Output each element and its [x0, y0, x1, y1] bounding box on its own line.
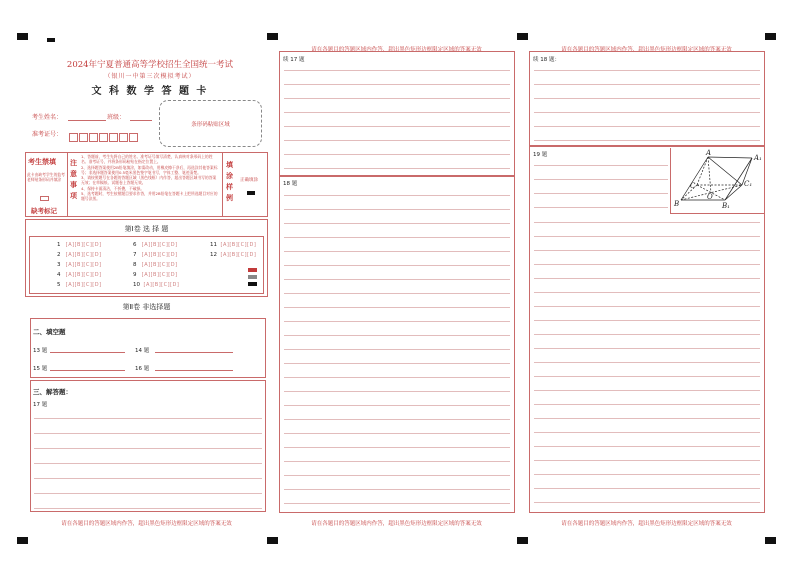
prism-figure: [670, 148, 764, 214]
sample-label: 填涂样例: [226, 161, 233, 202]
choice-option[interactable]: [A][B][C][D]: [220, 252, 257, 258]
answer-rule[interactable]: [34, 478, 262, 479]
section2-title: 第Ⅱ卷 非选择题: [122, 303, 171, 311]
correct-label: 正确填涂: [240, 178, 258, 183]
answer-rule[interactable]: [34, 418, 262, 419]
answer-rule[interactable]: [34, 493, 262, 494]
answer-rule[interactable]: [34, 463, 262, 464]
answer-line-15[interactable]: [50, 370, 125, 371]
timing-mark: [765, 33, 776, 40]
answer-rule[interactable]: [284, 489, 510, 490]
q17-cont-label: 续 17 题: [283, 57, 305, 63]
answer-rule[interactable]: [534, 264, 760, 265]
fill-item-15: 15 题: [33, 366, 48, 372]
answer-rule[interactable]: [284, 433, 510, 434]
absent-box[interactable]: [40, 196, 49, 201]
answer-rule[interactable]: [284, 419, 510, 420]
answer-rule[interactable]: [534, 404, 760, 405]
name-field[interactable]: [68, 120, 106, 121]
answer-rule[interactable]: [34, 448, 262, 449]
answer-rule[interactable]: [284, 251, 510, 252]
choice-option[interactable]: [A][B][C][D]: [65, 272, 102, 278]
timing-mark: [517, 537, 528, 544]
choice-option[interactable]: [A][B][C][D]: [141, 242, 178, 248]
answer-rule[interactable]: [534, 418, 760, 419]
warning-footer: 请在各题目的答题区域内作答，超出黑色矩形边框限定区域的答案无效: [311, 521, 482, 527]
answer-rule[interactable]: [284, 195, 510, 196]
answer-rule[interactable]: [284, 140, 510, 141]
answer-rule[interactable]: [534, 112, 760, 113]
choice-option[interactable]: [A][B][C][D]: [65, 262, 102, 268]
answer-rule[interactable]: [534, 278, 760, 279]
fig-label: O: [707, 193, 713, 201]
fill-sample-marks: [248, 268, 257, 286]
answer-rule[interactable]: [34, 508, 262, 509]
choice-option[interactable]: [A][B][C][D]: [220, 242, 257, 248]
answer-rule[interactable]: [284, 349, 510, 350]
choice-option[interactable]: [A][B][C][D]: [65, 242, 102, 248]
timing-mark: [17, 537, 28, 544]
answer-rule[interactable]: [534, 446, 760, 447]
answer-rule[interactable]: [284, 391, 510, 392]
choice-group-1: 1 [A][B][C][D] 2 [A][B][C][D] 3 [A][B][C][D] 4 [A][B][C][D] 5 [A][B][C][D]: [57, 242, 102, 288]
answer-rule[interactable]: [284, 405, 510, 406]
answer-area-q18: [279, 176, 515, 513]
class-label: 班级：: [107, 114, 126, 121]
section1-title: 第Ⅰ卷 选 择 题: [124, 225, 169, 233]
q18-cont-label: 续 18 题：: [533, 57, 560, 63]
answer-rule[interactable]: [534, 348, 760, 349]
timing-mark: [267, 33, 278, 40]
answer-rule[interactable]: [284, 223, 510, 224]
answer-rule[interactable]: [284, 377, 510, 378]
answer-rule[interactable]: [534, 250, 760, 251]
answer-rule[interactable]: [534, 390, 760, 391]
answer-rule[interactable]: [284, 335, 510, 336]
fig-label: C₁: [744, 180, 753, 188]
id-label: 准考证号：: [32, 131, 63, 138]
answer-rule[interactable]: [534, 207, 668, 208]
answer-rule[interactable]: [534, 488, 760, 489]
correct-fill-sample: [247, 191, 255, 195]
answer-rule[interactable]: [284, 279, 510, 280]
answer-rule[interactable]: [534, 84, 760, 85]
answer-rule[interactable]: [284, 126, 510, 127]
answer-rule[interactable]: [534, 502, 760, 503]
answer-rule[interactable]: [534, 334, 760, 335]
barcode-label: 条形码粘贴区域: [191, 122, 230, 128]
answer-rule[interactable]: [34, 433, 262, 434]
answer-rule[interactable]: [534, 70, 760, 71]
answer-rule[interactable]: [284, 237, 510, 238]
warning-header: 请在各题目的答题区域内作答，超出黑色矩形边框限定区域的答案无效: [561, 47, 732, 53]
answer-rule[interactable]: [284, 503, 510, 504]
warning-footer: 请在各题目的答题区域内作答，超出黑色矩形边框限定区域的答案无效: [61, 521, 232, 527]
fig-label: C: [690, 182, 696, 190]
answer-rule[interactable]: [284, 98, 510, 99]
q17-label: 17 题: [33, 402, 48, 408]
answer-rule[interactable]: [534, 236, 760, 237]
answer-rule[interactable]: [284, 307, 510, 308]
class-field[interactable]: [130, 120, 152, 121]
answer-rule[interactable]: [284, 461, 510, 462]
exam-title: 2024年宁夏普通高等学校招生全国统一考试: [66, 60, 234, 70]
answer-rule[interactable]: [284, 293, 510, 294]
answer-rule[interactable]: [284, 154, 510, 155]
id-field[interactable]: [69, 127, 139, 146]
answer-line-14[interactable]: [155, 352, 233, 353]
choice-option[interactable]: [A][B][C][D]: [143, 282, 180, 288]
fill-item-13: 13 题: [33, 348, 48, 354]
answer-rule[interactable]: [284, 70, 510, 71]
answer-rule[interactable]: [534, 126, 760, 127]
timing-mark: [267, 537, 278, 544]
answer-rule[interactable]: [534, 306, 760, 307]
answer-line-16[interactable]: [155, 370, 233, 371]
answer-line-13[interactable]: [50, 352, 125, 353]
answer-rule[interactable]: [534, 362, 760, 363]
fill-item-14: 14 题: [135, 348, 150, 354]
fill-item-16: 16 题: [135, 366, 150, 372]
q19-label: 19 题: [533, 152, 548, 158]
exam-subtitle: （银川一中第三次模拟考试）: [104, 73, 196, 80]
fig-label: A: [706, 149, 712, 157]
notes-label: 注意事项: [70, 159, 77, 200]
answer-rule[interactable]: [534, 193, 668, 194]
forbid-note: 此卡由缺考学生的监考老师贴条形码并填涂: [27, 172, 65, 182]
answer-rule[interactable]: [534, 98, 760, 99]
warning-footer: 请在各题目的答题区域内作答，超出黑色矩形边框限定区域的答案无效: [561, 521, 732, 527]
name-label: 考生姓名：: [32, 114, 63, 121]
q18-label: 18 题: [283, 181, 298, 187]
answer-rule[interactable]: [284, 475, 510, 476]
answer-rule[interactable]: [284, 321, 510, 322]
choice-option[interactable]: [A][B][C][D]: [141, 272, 178, 278]
answer-rule[interactable]: [284, 209, 510, 210]
timing-mark: [47, 38, 55, 42]
answer-rule[interactable]: [534, 165, 668, 166]
answer-rule[interactable]: [284, 447, 510, 448]
answer-rule[interactable]: [534, 222, 760, 223]
choice-option[interactable]: [A][B][C][D]: [141, 252, 178, 258]
absent-label: 缺考标记: [31, 207, 57, 215]
answer-rule[interactable]: [534, 179, 668, 180]
answer-rule[interactable]: [284, 84, 510, 85]
fig-label: B: [674, 200, 680, 208]
choice-option[interactable]: [A][B][C][D]: [141, 262, 178, 268]
answer-rule[interactable]: [284, 168, 510, 169]
choice-group-2: 6 [A][B][C][D] 7 [A][B][C][D] 8 [A][B][C][D] 9 [A][B][C][D] 10 [A][B][C][D]: [133, 242, 180, 288]
answer-rule[interactable]: [534, 432, 760, 433]
warning-header: 请在各题目的答题区域内作答，超出黑色矩形边框限定区域的答案无效: [311, 47, 482, 53]
fig-label: B₁: [722, 202, 730, 210]
answer-rule[interactable]: [284, 363, 510, 364]
choice-option[interactable]: [A][B][C][D]: [65, 252, 102, 258]
timing-mark: [17, 33, 28, 40]
choice-group-3: 11 [A][B][C][D] 12 [A][B][C][D]: [210, 242, 257, 258]
answer-rule[interactable]: [284, 112, 510, 113]
fig-label: A₁: [754, 154, 762, 162]
timing-mark: [765, 537, 776, 544]
fill-title: 二、填空题: [33, 328, 66, 336]
solve-title: 三、解答题：: [33, 388, 72, 396]
answer-rule[interactable]: [534, 140, 760, 141]
choice-option[interactable]: [A][B][C][D]: [65, 282, 102, 288]
answer-rule[interactable]: [534, 292, 760, 293]
card-title: 文 科 数 学 答 题 卡: [91, 86, 209, 97]
forbid-label: 考生禁填: [28, 158, 56, 166]
answer-rule[interactable]: [534, 460, 760, 461]
timing-mark: [517, 33, 528, 40]
answer-rule[interactable]: [534, 376, 760, 377]
answer-rule[interactable]: [534, 320, 760, 321]
notes-list: 1、答题前，考生先将自己的姓名、准考证号填写清楚，认真核对条形码上的姓名、准考证号，并将条形码粘贴在指定位置上。 2、选择题答案使用2B铅笔填涂，如需改动，用橡皮擦干净后，再选涂其他答案标号；非选择题答案使用0.5毫米黑色签字笔书写，字体工整、笔迹清楚。 3、请按照题号在各题的答题区域（黑色线框）内作答，超出答题区域书写的答案无效；在草稿纸、试题卷上答题无效。 4、保持卡面清洁，不折叠，不破损。 5、选考题时，考生按照题目要求作答，并用2B铅笔在答题卡上把所选题目对应的题号涂黑。: [81, 154, 218, 202]
answer-rule[interactable]: [534, 474, 760, 475]
answer-rule[interactable]: [284, 265, 510, 266]
